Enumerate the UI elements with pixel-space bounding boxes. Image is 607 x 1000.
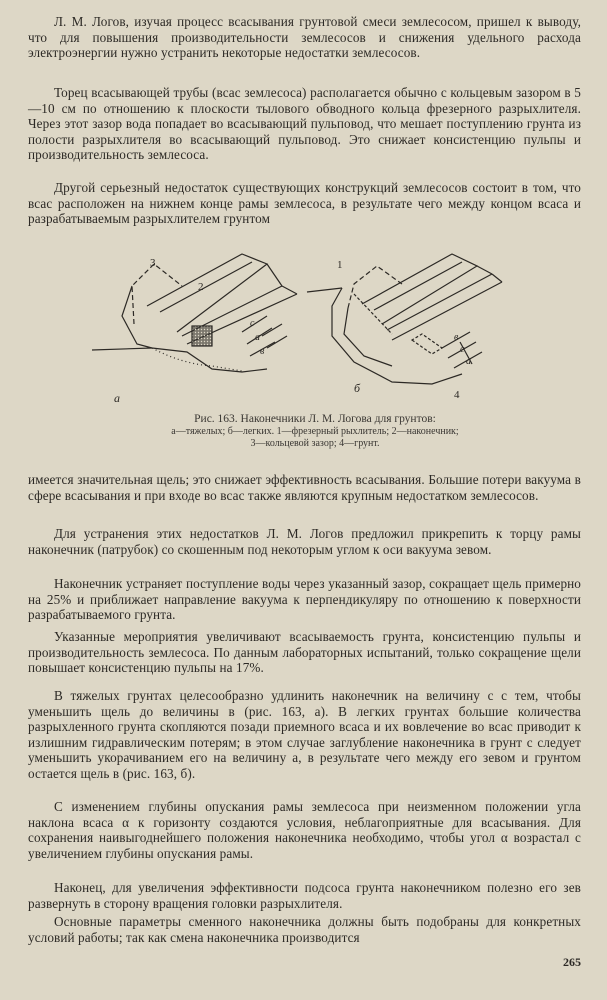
page-number: 265 <box>563 955 581 969</box>
paragraph-10: Наконец, для увеличения эффективности подсоса грунта наконечником полезно его зев развернуть в сторону вращения головки разрыхлителя. <box>28 880 581 911</box>
label-2: 2 <box>198 281 204 293</box>
dim-a-right: а <box>466 356 471 367</box>
cutter-body-right <box>344 308 392 366</box>
dim-c-left: c <box>250 318 255 329</box>
nozzle-right <box>387 274 492 330</box>
figure-caption <box>120 413 510 449</box>
paragraph-2: Торец всасывающей трубы (всас землесоса) располагается обычно с кольцевым зазором в 5—10 см по отношению к плоскости тылового обводного кольца фрезерного разрыхлителя. Через этот зазор вода попадает во всасывающий пульповод, что мешает поступлению грунта из полости разрыхлителя во всасывающий пульповод. Это снижает консистенцию пульпы и производительность землесоса. <box>28 85 581 163</box>
paragraph-8: В тяжелых грунтах целесообразно удлинить наконечник на величину c с тем, чтобы уменьшить щель до величины в (рис. 163, а). В легких грунтах большие количества разрыхленного грунта скопляются позади приемного всаса и их вовлечение во всас приводит к излишним гидравлическим потерям; в этом случае заглубление наконечника в грунт c следует уменьшить укорачиванием его на величину а, в результате чего между его зевом и грунтом остается щель в (рис. 163, б). <box>28 688 581 781</box>
nozzle-end-right <box>412 334 442 354</box>
label-4: 4 <box>454 389 460 401</box>
caption-title: Рис. 163. Наконечники Л. М. Логова для грунтов: <box>194 413 436 425</box>
ground-profile-left <box>152 348 267 372</box>
ground-line-left <box>92 348 152 350</box>
paragraph-6: Наконечник устраняет поступление воды через указанный зазор, сокращает щель примерно на 25% и приближает направление вакуума к перпендикуляру по отношению к поверхности разрабатываемого грунта. <box>28 576 581 623</box>
caption-legend-1: а—тяжелых; б—легких. 1—фрезерный рыхлитель; 2—наконечник; <box>171 426 459 437</box>
label-1: 1 <box>337 259 343 271</box>
ground-line-right <box>307 288 342 292</box>
suction-pipe-right <box>362 254 477 324</box>
paragraph-1: Л. М. Логов, изучая процесс всасывания грунтовой смеси землесосом, пришел к выводу, что для повышения производительности землесосов и снижения удельного расхода электроэнергии нужно устранить некоторые недостатки землесосов. <box>28 14 581 61</box>
dim-v-left: в <box>260 346 265 357</box>
paragraph-7: Указанные мероприятия увеличивают всасываемость грунта, консистенцию пульпы и производительность землесоса. По данным лабораторных испытаний, только сокращение щели повышает консистенцию пульпы на 17%. <box>28 629 581 676</box>
gap-hatch-left <box>192 326 212 346</box>
dim-a-left: а <box>255 332 260 343</box>
cutter-bottom-left <box>122 286 152 348</box>
paragraph-9: С изменением глубины опускания рамы землесоса при неизменном положении угла наклона всаса α к горизонту создаются условия, неблагоприятные для всасывания. Для сохранения наивыгоднейшего положения наконечника необходимо, чтобы угол α возрастал с увеличением глубины опускания рамы. <box>28 799 581 861</box>
paragraph-4: имеется значительная щель; это снижает эффективность всасывания. Большие потери вакуума в сфере всасывания и при входе во всас также являются крупным недостатком землесосов. <box>28 472 581 503</box>
sublabel-a: а <box>114 391 120 405</box>
paragraph-3: Другой серьезный недостаток существующих конструкций землесосов состоит в том, что всас расположен на нижнем конце рамы землесоса, в результате чего между концом всаса и разрабатываемым разрыхлителем грунтом <box>28 180 581 227</box>
dim-c-right: c <box>460 344 465 355</box>
label-3: 3 <box>150 257 156 269</box>
figure-163 <box>92 244 532 416</box>
paragraph-5: Для устранения этих недостатков Л. М. Логов предложил прикрепить к торцу рамы наконечник (патрубок) со скошенным под некоторым углом к оси вакуума зевом. <box>28 526 581 557</box>
cutter-outline-right <box>348 266 402 308</box>
ground-profile-right <box>332 288 462 384</box>
paragraph-11: Основные параметры сменного наконечника должны быть подобраны для конкретных условий работы; так как смена наконечника производится <box>28 914 581 945</box>
dim-v-right: в <box>454 332 459 343</box>
sublabel-b: б <box>354 381 361 395</box>
caption-legend-2: 3—кольцевой зазор; 4—грунт. <box>250 437 380 449</box>
suction-pipe-inner-left <box>160 262 252 312</box>
cutter-outline-left <box>132 264 182 324</box>
suction-pipe-left <box>147 254 267 332</box>
